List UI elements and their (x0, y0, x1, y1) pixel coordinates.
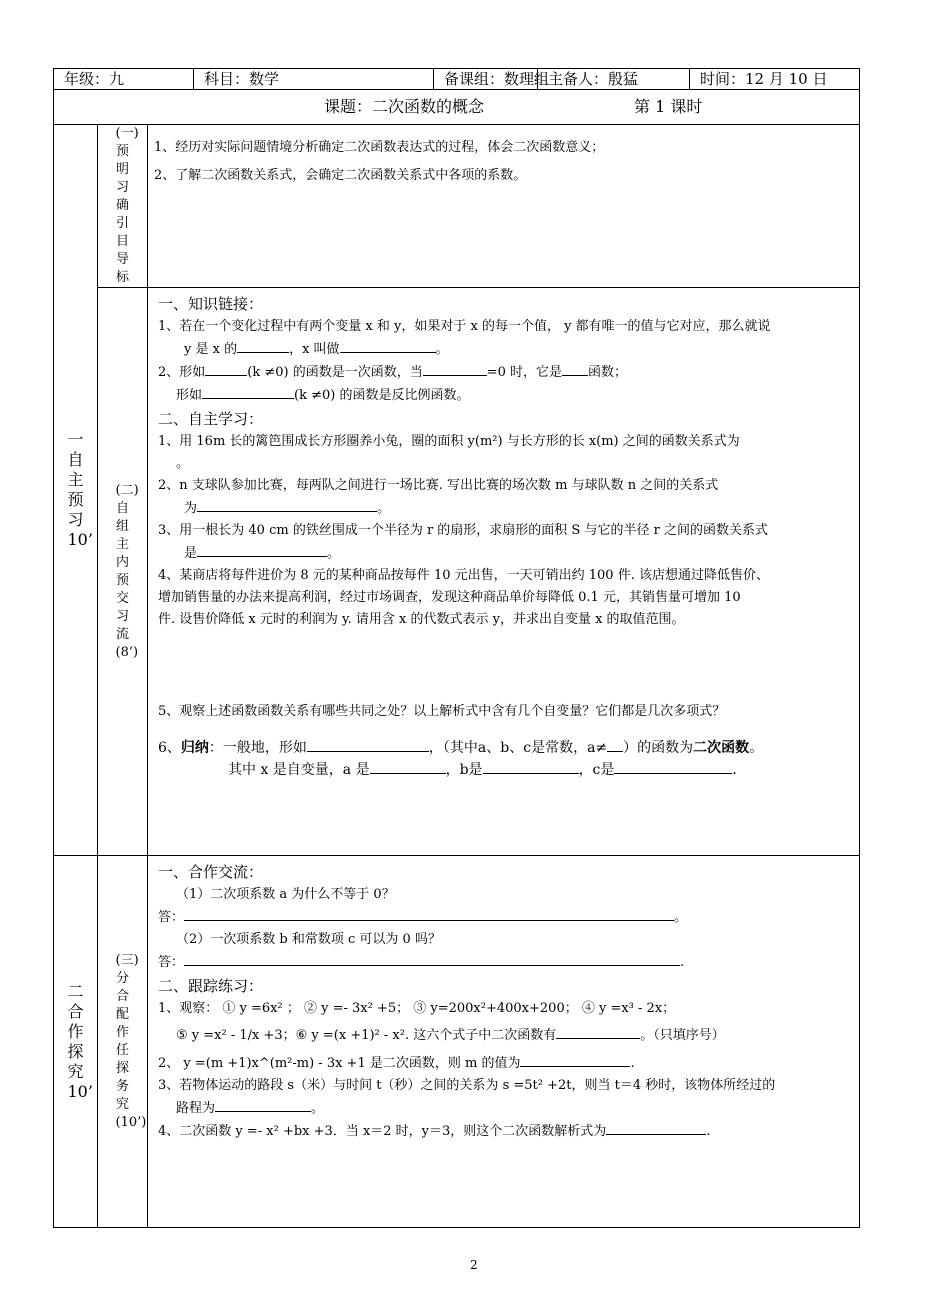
preparer-cell: 主备人：殷猛 (538, 69, 690, 90)
answer-blank[interactable] (340, 338, 436, 353)
cooperation-content (148, 856, 860, 1228)
self-study-label: (二)自组主内预交习流(8’) (115, 482, 139, 660)
subject-cell: 科目：数学 (194, 69, 434, 90)
text: ：一般地，形如 (208, 740, 307, 756)
cooperation-row (54, 856, 860, 1228)
self-study-label-cell (98, 288, 148, 856)
text: . (680, 955, 685, 970)
objectives-label: (一)预明习确引目导标 (115, 126, 139, 285)
cooperation-label-cell (98, 856, 148, 1228)
text: . (630, 1056, 635, 1071)
c1-answer (158, 906, 851, 929)
text: 答： (158, 955, 185, 970)
q5: 5、观察上述函数函数关系有哪些共同之处？以上解析式中含有几个自变量？它们都是几次多项式？ (158, 704, 726, 719)
answer-blank[interactable] (562, 361, 588, 376)
q1b: 。 (176, 456, 190, 471)
text: 形如 (176, 388, 203, 403)
text: 。 (327, 546, 341, 561)
text: 2、形如 (158, 365, 206, 380)
lesson-period: 第 1 课时 (634, 97, 703, 116)
q4c: 件. 设售价降低 x 元时的利润为 y. 请用含 x 的代数式表示 y，并求出自变量 x 的取值范围。 (158, 612, 685, 627)
answer-blank[interactable] (197, 497, 377, 512)
text: 函数； (588, 365, 628, 380)
answer-blank[interactable] (556, 1024, 640, 1039)
p2 (158, 1052, 851, 1075)
text: ，b是 (445, 762, 483, 778)
answer-blank[interactable] (205, 361, 247, 376)
q4a: 4、某商店将每件进价为 8 元的某种商品按每件 10 元出售，一天可销出约 100 件. 该店想通过降低售价、 (158, 568, 769, 583)
answer-blank[interactable] (215, 1097, 311, 1112)
answer-blank[interactable] (520, 1052, 630, 1067)
q6a (158, 737, 851, 759)
c2-answer (158, 951, 851, 974)
self-study-row (54, 288, 860, 856)
text: . (706, 1124, 711, 1139)
text: 2、 y =(m +1)x^(m²-m) - 3x +1 是二次函数，则 m 的值为 (158, 1056, 521, 1071)
answer-blank[interactable] (197, 542, 327, 557)
text: 为 (184, 501, 198, 516)
self-learning-heading: 二、自主学习： (158, 410, 264, 428)
text: ⑤ y =x² - 1/x +3；⑥ y =(x +1)² - x². 这六个式子中二次函数有 (176, 1028, 557, 1043)
page-number: 2 (470, 1258, 478, 1272)
text: 。 (377, 501, 391, 516)
q2a: 2、n 支球队参加比赛，每两队之间进行一场比赛. 写出比赛的场次数 m 与球队数 n 之间的关系式 (158, 478, 719, 493)
text: 是 (184, 546, 198, 561)
text: =0 时，它是 (486, 365, 563, 380)
title-cell (54, 90, 860, 125)
q3a: 3、用一根长为 40 cm 的铁丝围成一个半径为 r 的扇形，求扇形的面积 S 与它的半径 r 之间的函数关系式 (158, 523, 768, 538)
title-row (54, 90, 860, 125)
q4b: 增加销售量的办法来提高利润，经过市场调查，发现这种商品单价每降低 0.1 元，其销售量可增加 10 (158, 590, 741, 605)
p3a: 3、若物体运动的路段 s（米）与时间 t（秒）之间的关系为 s =5t² +2t，则当 t＝4 秒时，该物体所经过的 (158, 1078, 776, 1093)
p1a: 1、观察： ① y =6x² ； ② y =- 3x² +5； ③ y=200x²+400x+200； ④ y =x³ - 2x； (158, 1001, 676, 1016)
text: ，x 叫做 (289, 342, 340, 357)
answer-blank[interactable] (423, 361, 487, 376)
answer-blank[interactable] (237, 338, 289, 353)
text: . (732, 762, 737, 778)
text: 。（只填序号） (640, 1028, 725, 1043)
text: 答： (158, 910, 185, 925)
q2b (158, 497, 851, 520)
text: ，c是 (578, 762, 615, 778)
self-study-content (148, 288, 860, 856)
section1-label: 一自主预习10’ (67, 430, 93, 549)
answer-blank[interactable] (606, 1120, 706, 1135)
text: (k ≠0) 的函数是一次函数，当 (247, 365, 423, 380)
lesson-topic: 课题：二次函数的概念 (324, 97, 485, 116)
lesson-plan-page (53, 68, 859, 1228)
answer-blank[interactable] (607, 737, 623, 752)
p1b (158, 1020, 851, 1052)
knowledge-link-heading: 一、知识链接： (158, 295, 264, 313)
text: 。 (311, 1101, 325, 1116)
cooperation-label: (三)分合配作任探务究(10’) (115, 952, 147, 1130)
summary-label: 归纳 (180, 740, 209, 756)
p3b (158, 1097, 851, 1120)
text: y 是 x 的 (184, 342, 238, 357)
q6b (158, 759, 851, 781)
q3b (158, 542, 851, 565)
header-row (54, 69, 860, 90)
q-link-1a: 1、若在一个变化过程中有两个变量 x 和 y，如果对于 x 的每一个值， y 都有唯一的值与它对应，那么就说 (158, 319, 771, 334)
text: 。 (674, 910, 688, 925)
text: ，（其中a、b、c是常数，a≠ (428, 740, 608, 756)
text: 其中 x 是自变量，a 是 (228, 762, 370, 778)
answer-blank[interactable] (184, 951, 680, 966)
coop-heading: 一、合作交流： (158, 863, 264, 881)
section2-label: 二合作探究10’ (67, 981, 93, 1101)
text: 4、二次函数 y =- x² +bx +3．当 x＝2 时，y＝3，则这个二次函数解析式为 (158, 1124, 607, 1139)
time-cell: 时间：12 月 10 日 (690, 69, 860, 90)
c2: （2）一次项系数 b 和常数项 c 可以为 0 吗？ (176, 932, 441, 947)
q-link-2a (158, 361, 851, 384)
answer-blank[interactable] (370, 759, 446, 774)
section1-label-cell (54, 125, 98, 856)
quadratic-term: 二次函数 (693, 740, 750, 756)
answer-blank[interactable] (483, 759, 579, 774)
text: 。 (749, 740, 764, 756)
lesson-plan-table (53, 68, 860, 1228)
answer-blank[interactable] (202, 384, 294, 399)
text: 6、 (158, 740, 181, 756)
text: (k ≠0) 的函数是反比例函数。 (294, 388, 470, 403)
group-cell: 备课组：数理组 (434, 69, 538, 90)
q1a: 1、用 16m 长的篱笆围成长方形圈养小兔，圈的面积 y(m²) 与长方形的长 x(m) 之间的函数关系式为 (158, 434, 740, 449)
practice-heading: 二、跟踪练习： (158, 977, 264, 995)
objectives-label-cell (98, 125, 148, 288)
section2-label-cell (54, 856, 98, 1228)
answer-blank[interactable] (184, 906, 674, 921)
objective-2: 2、了解二次函数关系式，会确定二次函数关系式中各项的系数。 (154, 168, 527, 183)
objective-1: 1、经历对实际问题情境分析确定二次函数表达式的过程，体会二次函数意义； (154, 140, 605, 155)
text: 。 (435, 342, 449, 357)
objectives-content (148, 125, 860, 288)
answer-blank[interactable] (614, 759, 732, 774)
grade-cell: 年级：九 (54, 69, 194, 90)
answer-blank[interactable] (307, 737, 429, 752)
objectives-row (54, 125, 860, 288)
q-link-1b (158, 338, 851, 361)
q-link-2b (158, 384, 851, 407)
c1: （1）二次项系数 a 为什么不等于 0？ (176, 887, 395, 902)
text: 路程为 (176, 1101, 216, 1116)
text: ）的函数为 (623, 740, 694, 756)
p4 (158, 1120, 851, 1143)
answer-space (158, 631, 851, 701)
